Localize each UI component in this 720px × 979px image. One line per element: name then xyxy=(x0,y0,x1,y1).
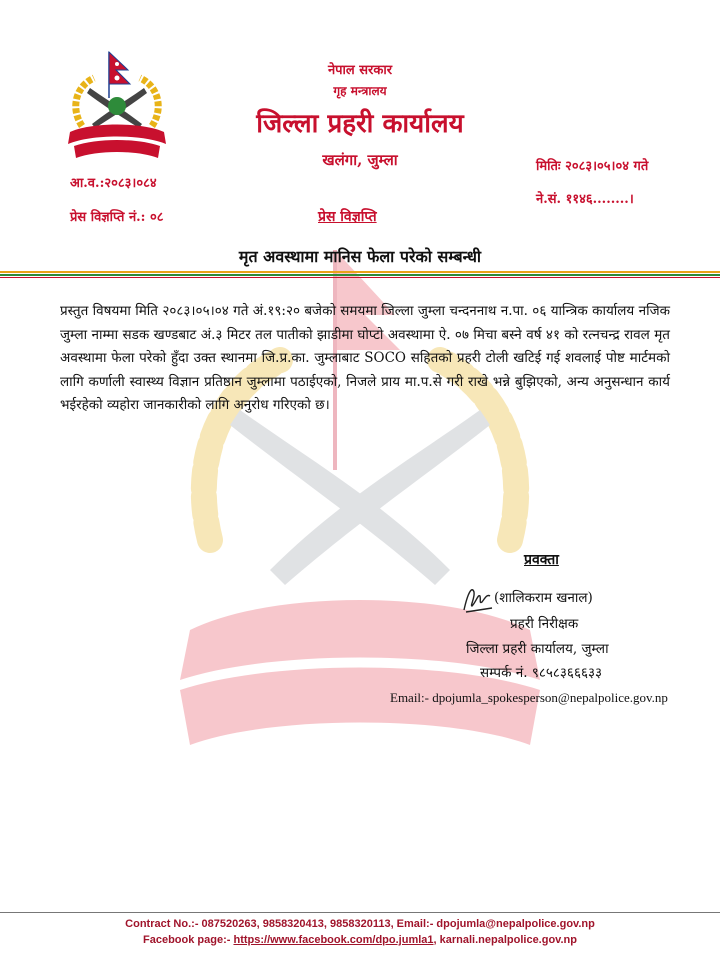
spokesperson-name: (शालिकराम खनाल) xyxy=(494,590,593,606)
website-text: , karnali.nepalpolice.gov.np xyxy=(433,934,577,946)
spokesperson-contact: सम्पर्क नं. ९८५८३६६६३३ xyxy=(480,665,603,681)
header-divider-gold xyxy=(0,271,720,273)
release-date: मितिः २०८३।०५।०४ गते xyxy=(536,159,649,174)
subject-heading: मृत अवस्थामा मानिस फेला परेको सम्बन्धी xyxy=(238,247,482,266)
office-title: जिल्ला प्रहरी कार्यालय xyxy=(256,109,464,139)
office-location: खलंगा, जुम्ला xyxy=(322,151,398,169)
header-divider-red xyxy=(0,277,720,278)
spokesperson-rank: प्रहरी निरीक्षक xyxy=(510,616,579,632)
footer-contact-line: Contract No.:- 087520263, 9858320413, 9858320113, Email:- dpojumla@nepalpolice.gov.np xyxy=(125,918,595,930)
reference-number: ने.सं. ११४६........। xyxy=(536,192,634,207)
body-paragraph: प्रस्तुत विषयमा मिति २०८३।०५।०४ गते अं.१९:२० बजेको समयमा जिल्ला जुम्ला चन्दननाथ न.पा. ०६ यान्त्रिक कार्यालय नजिक जुम्ला नाम्मा सडक खण्डबाट अं.३ मिटर तल पातीको झाडीमा घोप्टो अवस्थामा ऐ. ०७ मिचा बस्ने वर्ष ४१ को रत्नचन्द्र रावल मृत अवस्थामा फेला परेको हुँदा उक्त स्थानमा जि.प्र.का. जुम्लाबाट SOCO सहितको प्रहरी टोली खटिई गई शवलाई पोष्ट मार्टमको लागि कर्णाली स्वास्थ्य विज्ञान प्रतिष्ठान जुम्लामा पठाईएको, निजले प्राय मा.प.से गरी राखे भन्ने बुझिएको, अन्य अनुसन्धान कार्य भईरहेको व्यहोरा जानकारीको लागि अनुरोध गरिएको छ। xyxy=(60,303,670,413)
header-divider-green xyxy=(0,274,720,276)
facebook-label: Facebook page:- xyxy=(143,934,234,946)
footer-divider xyxy=(0,912,720,913)
ministry-name: गृह मन्त्रालय xyxy=(333,84,387,98)
handwritten-signature-icon xyxy=(460,582,496,614)
press-release-number: प्रेस विज्ञप्ति नं.: ०८ xyxy=(70,210,164,225)
spokesperson-title: प्रवक्ता xyxy=(524,552,559,568)
nepal-police-emblem-icon xyxy=(62,48,172,168)
spokesperson-email: Email:- dpojumla_spokesperson@nepalpolice.gov.np xyxy=(390,690,668,705)
fiscal-year: आ.व.:२०८३।०८४ xyxy=(70,176,157,191)
government-name: नेपाल सरकार xyxy=(327,63,393,78)
spokesperson-office: जिल्ला प्रहरी कार्यालय, जुम्ला xyxy=(466,641,609,657)
footer-facebook-line xyxy=(0,934,720,946)
press-release-label: प्रेस विज्ञप्ति xyxy=(318,209,377,225)
facebook-link[interactable]: https://www.facebook.com/dpo.jumla1 xyxy=(233,934,434,946)
